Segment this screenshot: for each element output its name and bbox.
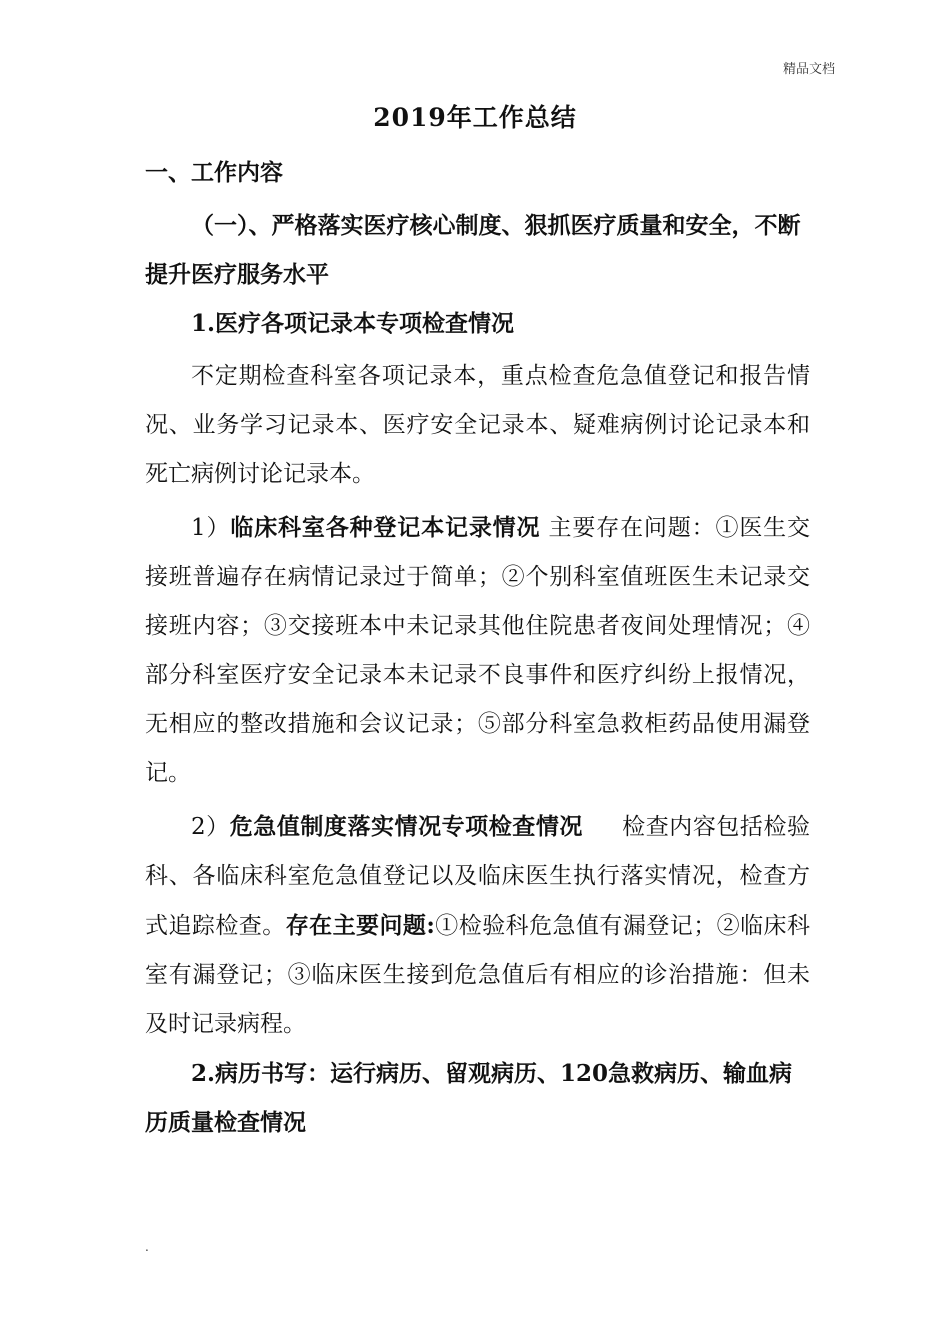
point-2-paragraph	[145, 802, 810, 1049]
section-heading: 一、工作内容	[145, 159, 283, 186]
point-2-prefix: 2）	[191, 814, 230, 840]
point-2-label: 危急值制度落实情况专项检查情况	[229, 813, 583, 840]
point-2-text-2: ①检验科危急值有漏登记；②临床科室有漏登记；③临床医生接到危急值后有相应的诊治措施：但未及时记录病程。	[145, 913, 811, 1037]
document-title: 2019年工作总结	[373, 103, 577, 132]
header-watermark: 精品文档	[782, 62, 835, 77]
subsection-heading: （一）、严格落实医疗核心制度、狠抓医疗质量和安全，不断提升医疗服务水平	[145, 212, 801, 288]
document-body	[145, 148, 810, 1147]
point-1-label: 临床科室各种登记本记录情况	[230, 514, 541, 541]
point-2-label-2: 存在主要问题:	[285, 912, 435, 939]
point-2-text-1: 检查内容包括检验科、各临床科室危急值登记以及临床医生执行落实情况，检查方式追踪检查。	[145, 814, 810, 939]
item-body-1: 不定期检查科室各项记录本，重点检查危急值登记和报告情况、业务学习记录本、医疗安全记录本、疑难病例讨论记录本和死亡病例讨论记录本。	[145, 363, 810, 487]
point-1-prefix: 1）	[191, 515, 231, 541]
item-heading-1: 1.医疗各项记录本专项检查情况	[191, 310, 515, 337]
point-1-paragraph	[145, 503, 810, 798]
item-heading-2: 2.病历书写：运行病历、留观病历、120急救病历、输血病历质量检查情况	[145, 1060, 793, 1136]
point-1-text: 主要存在问题：①医生交接班普遍存在病情记录过于简单；②个别科室值班医生未记录交接班内容；③交接班本中未记录其他住院患者夜间处理情况；④部分科室医疗安全记录本未记录不良事件和医疗纠纷上报情况，无相应的整改措施和会议记录；⑤部分科室急救柜药品使用漏登记。	[145, 515, 811, 786]
footer-dot: .	[145, 1240, 149, 1254]
